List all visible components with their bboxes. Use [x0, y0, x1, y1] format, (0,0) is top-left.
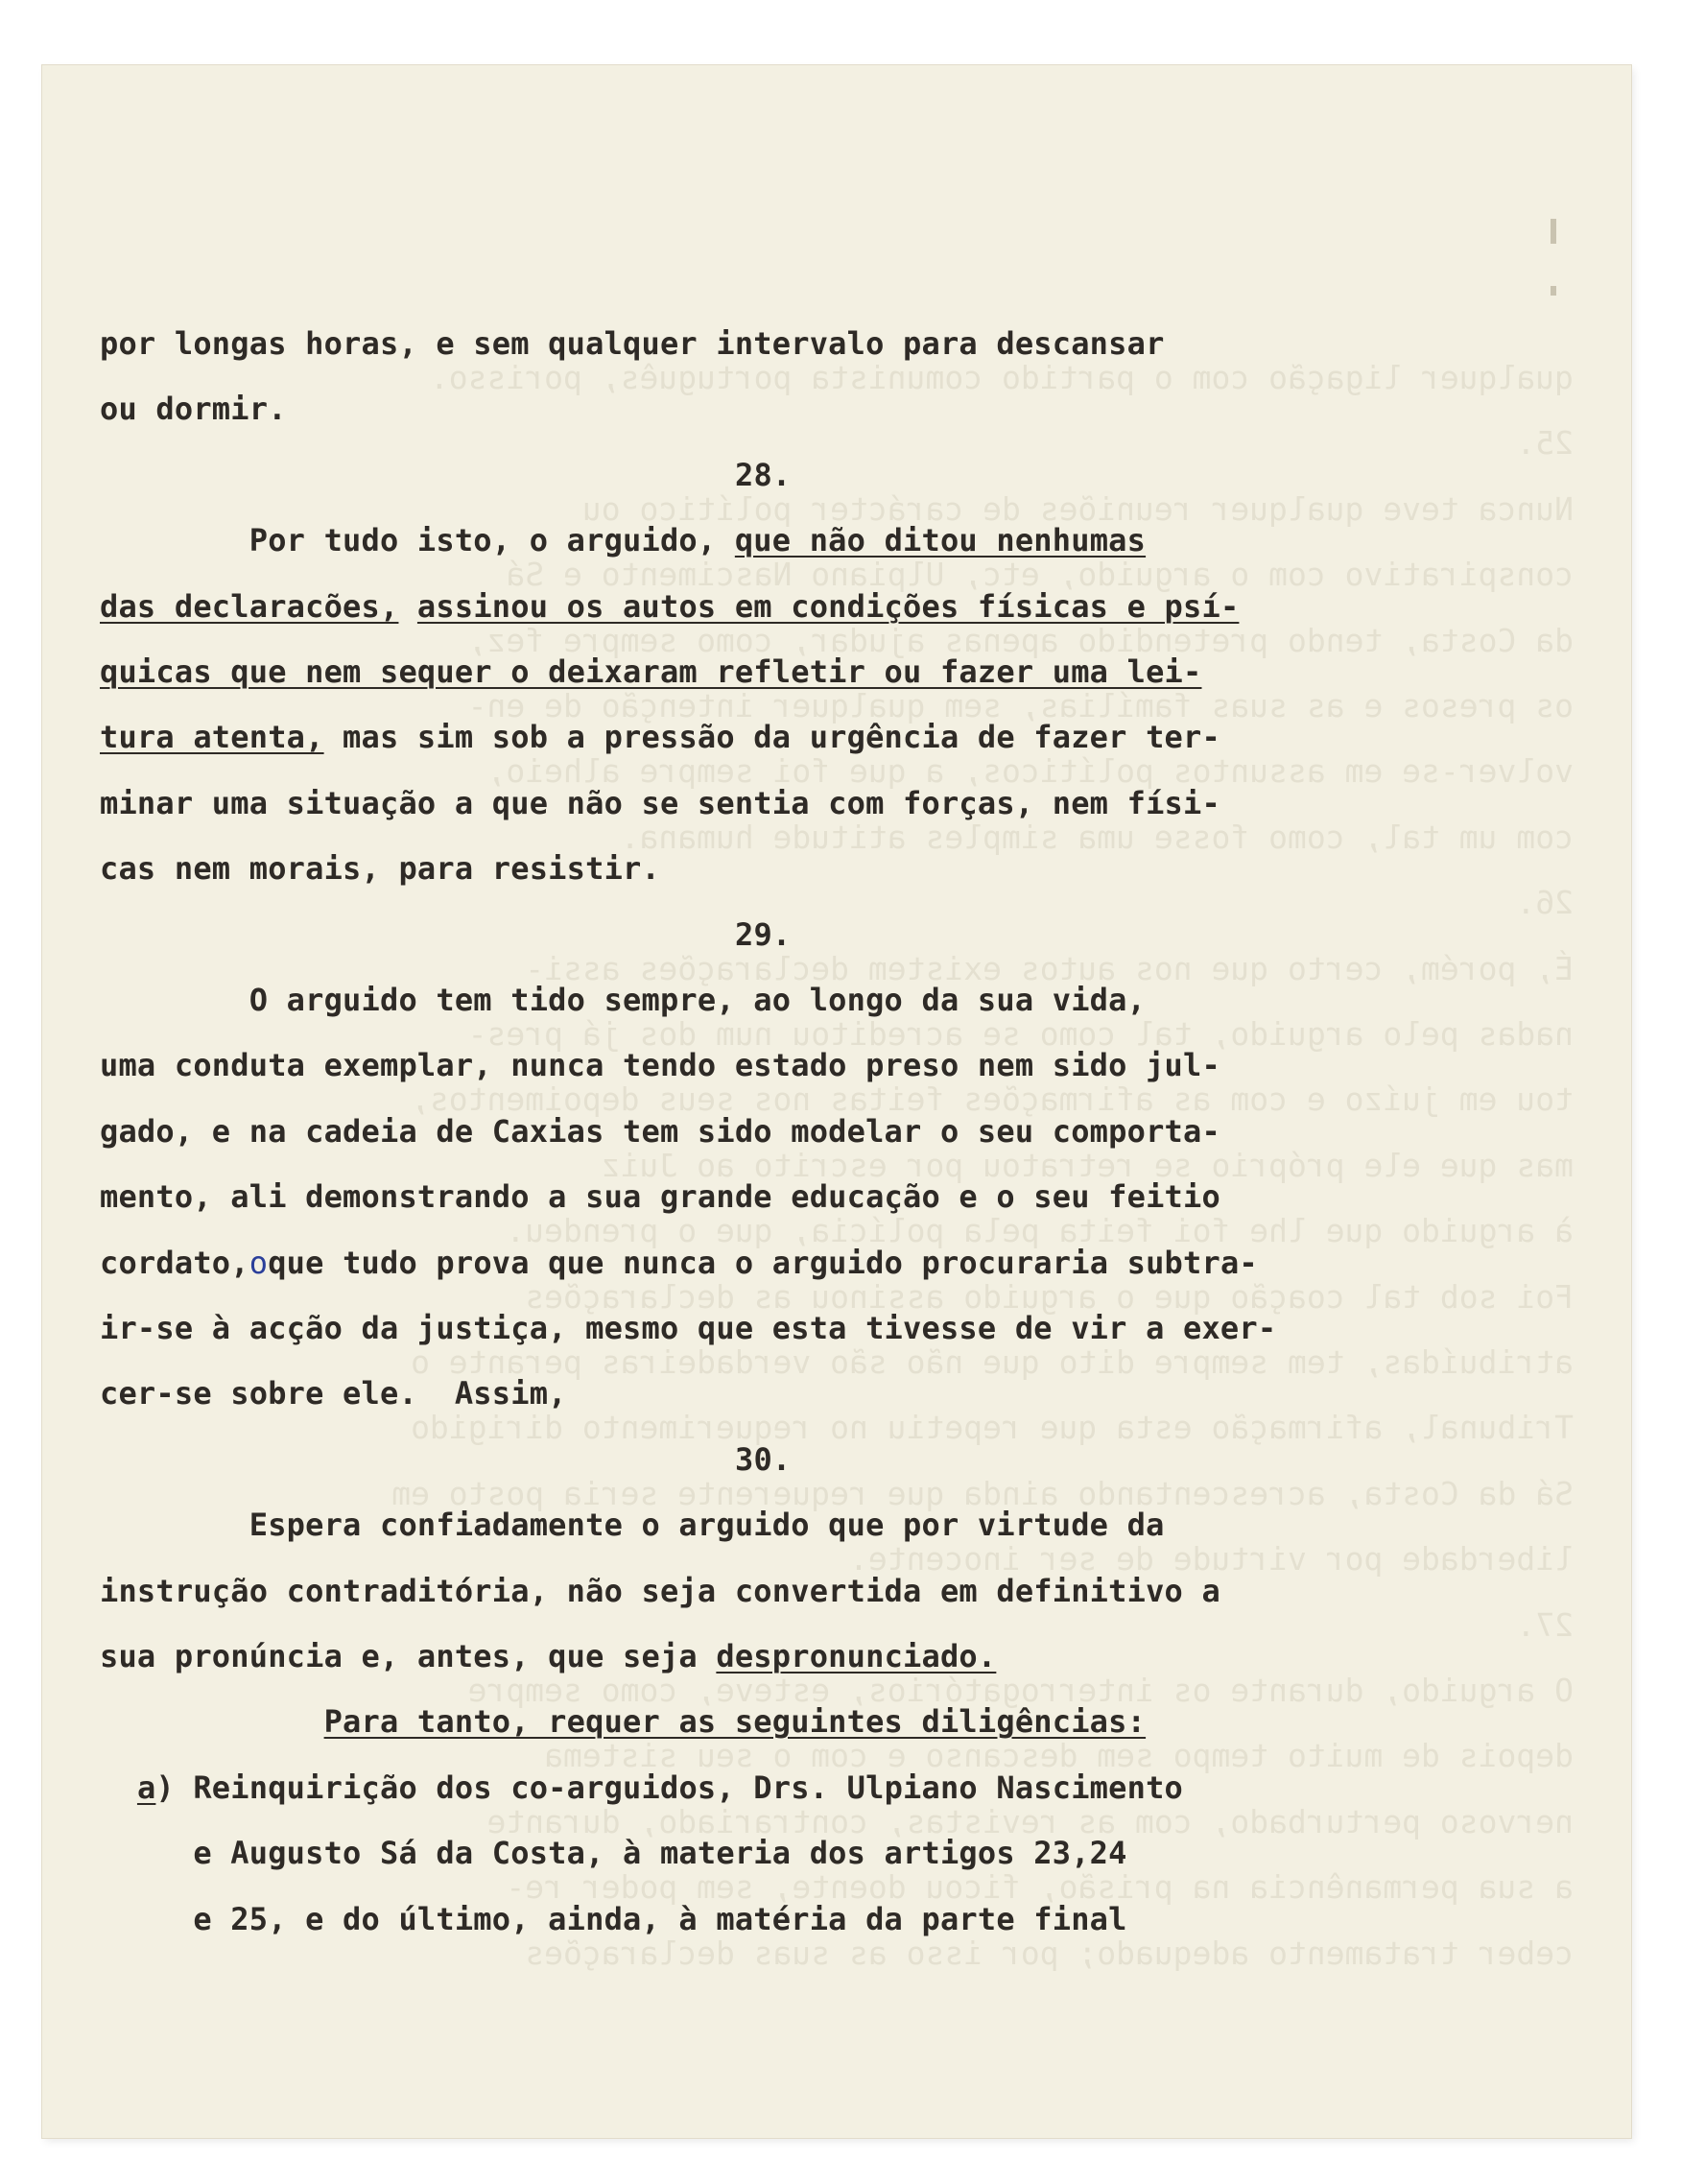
- page-edge-mark: [1551, 286, 1556, 296]
- text-line: Espera confiadamente o arguido que por virtude da: [100, 1507, 1165, 1543]
- show-through-line: O arguido, durante os interrogatórios, esteve, como sempre: [467, 1672, 1574, 1709]
- text-line: O arguido tem tido sempre, ao longo da sua vida,: [100, 982, 1147, 1018]
- show-through-line: com um tal, como fosse uma simples atitude humana.: [620, 818, 1574, 856]
- text-run: cordato,: [100, 1245, 249, 1281]
- show-through-line: qualquer ligação com o partido comunista português, porisso.: [429, 359, 1574, 396]
- show-through-line: liberdade por virtude de ser inocente.: [849, 1540, 1574, 1579]
- text-line: [100, 718, 1220, 756]
- show-through-line: Sá da Costa, acrescentando ainda que requerente seria posto em: [391, 1474, 1574, 1512]
- show-through-line: Nunca teve qualquer reuniões de carácter político ou: [581, 489, 1574, 528]
- page-edge-mark: [1551, 219, 1556, 244]
- underlined-text: tura atenta,: [100, 719, 324, 755]
- text-line: uma conduta exemplar, nunca tendo estado preso nem sido jul-: [100, 1047, 1220, 1083]
- show-through-line: os presos e as suas famílias, sem qualquer intenção de en-: [467, 687, 1574, 724]
- text-line: mento, ali demonstrando a sua grande educação e o seu feitio: [100, 1178, 1220, 1215]
- text-run: que tudo prova que nunca o arguido procuraria subtra-: [268, 1245, 1258, 1281]
- text-line: e 25, e do último, ainda, à matéria da parte final: [100, 1901, 1127, 1937]
- document-page: [42, 65, 1631, 2138]
- text-line: cas nem morais, para resistir.: [100, 850, 660, 887]
- show-through-line: conspirativo com o arguido, etc, Ulpiano Nascimento e Sá: [506, 556, 1574, 594]
- text-line: [100, 1769, 1183, 1807]
- paragraph-number: 30.: [735, 1441, 792, 1478]
- underlined-text: quicas que nem sequer o deixaram refletir ou fazer uma lei-: [100, 653, 1202, 690]
- show-through-line: à arguido que lhe foi feita pela polícia, que o prendeu.: [506, 1212, 1574, 1250]
- reverse-side-show-through: [42, 65, 1631, 2138]
- text-run: [398, 588, 416, 625]
- text-line: [100, 1244, 1258, 1282]
- text-line: instrução contraditória, não seja convertida em definitivo a: [100, 1573, 1220, 1609]
- text-line: por longas horas, e sem qualquer intervalo para descansar: [100, 325, 1165, 362]
- show-through-line: Tribunal, afirmação esta que repetiu no requerimento dirigido: [411, 1409, 1574, 1447]
- show-through-line: 25.: [1516, 424, 1574, 463]
- text-line: [100, 521, 1146, 559]
- paragraph-number: 28.: [735, 457, 792, 493]
- text-line: [100, 653, 1201, 691]
- show-through-line: Foi sob tal coação que o arguido assinou as declarações: [525, 1277, 1574, 1316]
- text-run: [100, 1769, 137, 1806]
- text-run: ) Reinquirição dos co-arguidos, Drs. Ulpiano Nascimento: [155, 1769, 1184, 1806]
- show-through-line: a sua permanência na prisão, ficou doente, sem poder re-: [506, 1868, 1574, 1907]
- underlined-text: despronunciado.: [716, 1638, 997, 1674]
- show-through-line: atribuídas, tem sempre dito que não são verdadeiras perante o: [411, 1343, 1574, 1381]
- show-through-line: 27.: [1516, 1605, 1574, 1644]
- text-line: ou dormir.: [100, 391, 287, 427]
- text-line: e Augusto Sá da Costa, à materia dos artigos 23,24: [100, 1835, 1127, 1871]
- underlined-text: que não ditou nenhumas: [734, 522, 1147, 558]
- show-through-line: nervoso perturbado, com as revistas, contrariado, durante: [486, 1802, 1574, 1840]
- text-line: ir-se à acção da justiça, mesmo que esta tivesse de vir a exer-: [100, 1310, 1277, 1346]
- underlined-text: Para tanto, requer as seguintes diligências:: [323, 1703, 1147, 1740]
- underlined-text: das declaracões,: [100, 588, 399, 625]
- show-through-line: ceber tratamento adequado; por isso as suas declarações: [525, 1934, 1574, 1972]
- text-line: [100, 1702, 1146, 1741]
- text-line: cer-se sobre ele. Assim,: [100, 1375, 567, 1412]
- text-line: [100, 1637, 996, 1675]
- show-through-line: 26.: [1516, 884, 1574, 922]
- text-line: [100, 587, 1239, 626]
- show-through-line: depois de muito tempo sem descanso e com o seu sistema: [544, 1737, 1574, 1775]
- text-run: Por tudo isto, o arguido,: [100, 522, 735, 558]
- text-run: [100, 1703, 324, 1740]
- text-run: mas sim sob a pressão da urgência de fazer ter-: [323, 719, 1220, 755]
- underlined-text: assinou os autos em condições físicas e psí-: [416, 588, 1240, 625]
- show-through-line: tou em juízo e com as afirmações feitas nos seus depoimentos,: [411, 1080, 1574, 1119]
- show-through-line: É, porém, certo que nos autos existem declarações assi-: [525, 949, 1574, 987]
- text-run: sua pronúncia e, antes, que seja: [100, 1638, 717, 1674]
- paragraph-number: 29.: [735, 916, 792, 953]
- show-through-line: mas que ele próprio se retratou por escrito ao Juiz: [601, 1146, 1574, 1184]
- handwritten-correction: o: [249, 1245, 269, 1281]
- underlined-text: a: [136, 1769, 156, 1806]
- show-through-line: nadas pelo arguido, tal como se acreditou num dos já pres-: [467, 1015, 1574, 1053]
- text-line: gado, e na cadeia de Caxias tem sido modelar o seu comporta-: [100, 1113, 1220, 1150]
- show-through-line: da Costa, tendo pretendido apenas ajudar, como sempre fez,: [467, 621, 1574, 659]
- show-through-line: volver-se em assuntos políticos, a que foi sempre alheio,: [486, 752, 1574, 791]
- text-line: minar uma situação a que não se sentia com forças, nem físi-: [100, 785, 1220, 821]
